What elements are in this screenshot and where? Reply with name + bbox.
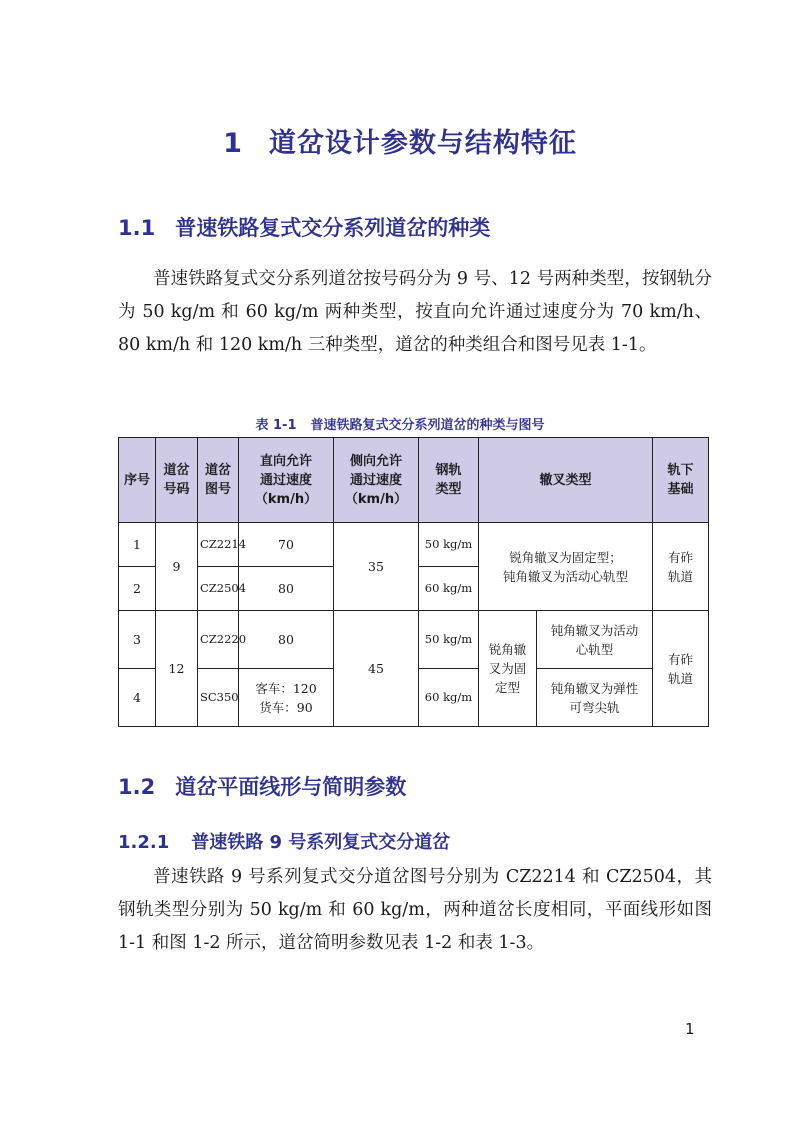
cell-rail-type: 50 kg/m [419,523,479,567]
header-turnout-no: 道岔 号码 [156,438,198,523]
cell-straight-speed: 70 [239,523,334,567]
header-foundation: 轨下 基础 [653,438,709,523]
turnout-types-table [118,437,709,727]
header-drawing-no: 道岔 图号 [198,438,239,523]
header-straight-speed: 直向允许 通过速度 （km/h） [239,438,334,523]
cell-foundation: 有砟 轨道 [653,523,709,611]
cell-rail-type: 60 kg/m [419,669,479,727]
cell-drawing-no: CZ2214 [198,523,239,567]
header-frog-type: 辙叉类型 [479,438,653,523]
cell-drawing-no: CZ2504 [198,567,239,611]
subsection-title: 普速铁路 9 号系列复式交分道岔 [191,832,451,853]
cell-turnout-no: 12 [156,611,198,727]
cell-turnout-no: 9 [156,523,198,611]
page-number: 1 [685,1020,695,1038]
chapter-number: 1 [223,128,243,159]
table-row [119,611,709,669]
section-number: 1.1 [118,216,156,240]
cell-drawing-no: SC350 [198,669,239,727]
paragraph-intro: 普速铁路复式交分系列道岔按号码分为 9 号、12 号两种类型，按钢轨分为 50 kg/m 和 60 kg/m 两种类型，按直向允许通过速度分为 70 km/h、80 km/h 和 120 km/h 三种类型，道岔的种类组合和图号见表 1-1。 [118,269,712,355]
paragraph-9-series: 普速铁路 9 号系列复式交分道岔图号分别为 CZ2214 和 CZ2504，其钢轨类型分别为 50 kg/m 和 60 kg/m，两种道岔长度相同，平面线形如图 1-1 和图 1-2 所示，道岔简明参数见表 1-2 和表 1-3。 [118,867,712,953]
cell-straight-speed: 80 [239,567,334,611]
section-number: 1.2 [118,775,156,799]
cell-obtuse-frog: 钝角辙叉为活动 心轨型 [537,611,653,669]
header-rail-type: 钢轨 类型 [419,438,479,523]
cell-rail-type: 60 kg/m [419,567,479,611]
table-row [119,523,709,567]
section-heading-1-1 [118,212,490,242]
chapter-title-text: 道岔设计参数与结构特征 [268,128,577,159]
cell-side-speed: 45 [334,611,419,727]
table-caption-number: 表 1-1 [255,418,297,433]
table-header-row [119,438,709,523]
cell-frog-type: 锐角辙叉为固定型； 钝角辙叉为活动心轨型 [479,523,653,611]
cell-straight-speed: 80 [239,611,334,669]
cell-foundation: 有砟 轨道 [653,611,709,727]
cell-side-speed: 35 [334,523,419,611]
chapter-title [0,121,800,160]
table-caption-title: 普速铁路复式交分系列道岔的种类与图号 [310,418,545,433]
cell-acute-frog: 锐角辙 叉为固 定型 [479,611,537,727]
cell-seq: 1 [119,523,156,567]
cell-rail-type: 50 kg/m [419,611,479,669]
cell-seq: 2 [119,567,156,611]
header-side-speed: 侧向允许 通过速度 （km/h） [334,438,419,523]
section-title: 道岔平面线形与简明参数 [175,775,407,799]
cell-seq: 4 [119,669,156,727]
section-title: 普速铁路复式交分系列道岔的种类 [175,216,491,240]
table-caption [0,414,800,433]
cell-straight-speed: 客车：120 货车：90 [239,669,334,727]
cell-obtuse-frog: 钝角辙叉为弹性 可弯尖轨 [537,669,653,727]
header-seq: 序号 [119,438,156,523]
section-heading-1-2 [118,771,406,801]
cell-seq: 3 [119,611,156,669]
subsection-number: 1.2.1 [118,832,170,853]
subsection-heading-1-2-1 [118,828,450,854]
cell-drawing-no: CZ2220 [198,611,239,669]
